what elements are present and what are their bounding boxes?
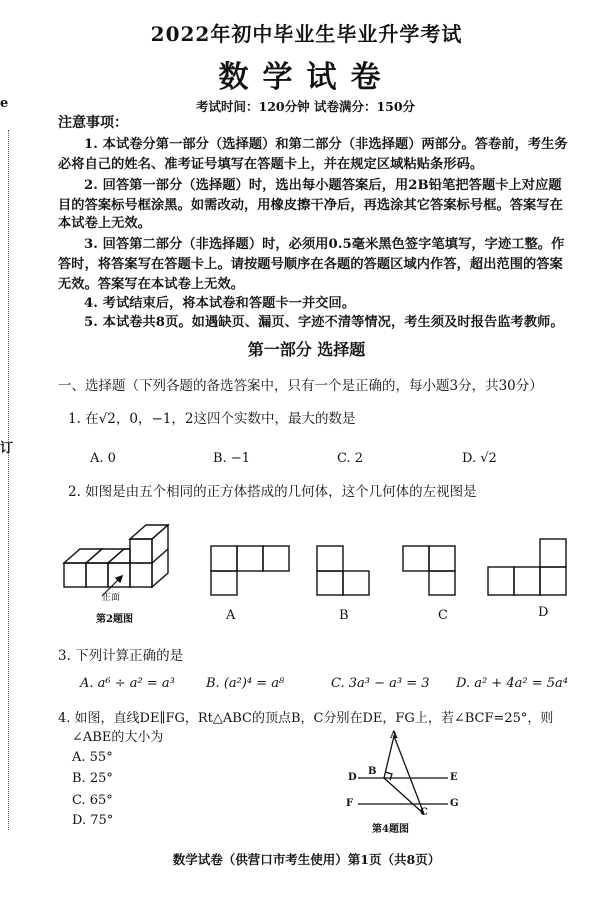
q1-option-b: B. −1 — [213, 451, 250, 466]
q4-option-d: D. 75° — [72, 813, 114, 828]
note-line: 2. 回答第一部分（选择题）时，选出每小题答案后，用2B铅笔把答题卡上对应题 — [84, 178, 562, 193]
q4-point-a: A — [390, 730, 398, 741]
q1-option-d: D. √2 — [462, 451, 497, 466]
q1-option-c: C. 2 — [337, 451, 364, 466]
note-line: 5. 本试卷共8页。如遇缺页、漏页、字迹不清等情况，考生须及时报告监考教师。 — [84, 315, 564, 330]
q4-point-g: G — [450, 798, 459, 809]
q4-option-a: A. 55° — [72, 750, 113, 765]
q1-stem: 1. 在√2，0，−1，2这四个实数中，最大的数是 — [68, 411, 356, 427]
q2-view-b — [316, 545, 372, 595]
paper-title: 数学试卷 — [218, 60, 395, 95]
q2-label-c: C — [438, 608, 448, 623]
q4-stem: 4. 如图，直线DE∥FG，Rt△ABC的顶点B，C分别在DE，FG上，若∠BCF=25°，则 — [58, 711, 554, 726]
note-line: 答时，将答案写在答题卡上。请按题号顺序在各题的答题区域内作答，超出范围的答案 — [58, 257, 563, 272]
q4-caption: 第4题图 — [372, 824, 409, 835]
q3-option-b: B. (a²)⁴ = a⁸ — [206, 676, 285, 691]
q2-view-a — [210, 545, 290, 595]
note-line: 目的答案标号框涂黑。如需改动，用橡皮擦干净后，再选涂其它答案标号框。答案写在 — [58, 198, 563, 213]
q2-view-c — [402, 545, 458, 595]
q3-option-d: D. a² + 4a² = 5a⁴ — [456, 676, 568, 691]
note-line: 必将自己的姓名、准考证号填写在答题卡上，并在规定区域粘贴条形码。 — [58, 157, 484, 172]
note-line: 无效。答案写在本试卷上无效。 — [58, 277, 245, 292]
q4-point-d: D — [348, 772, 357, 783]
part1-instruction: 一、选择题（下列各题的备选答案中，只有一个是正确的，每小题3分，共30分） — [58, 378, 543, 394]
q4-option-c: C. 65° — [72, 793, 113, 808]
q3-option-c: C. 3a³ − a³ = 3 — [331, 676, 430, 691]
note-line: 1. 本试卷分第一部分（选择题）和第二部分（非选择题）两部分。答卷前，考生务 — [84, 137, 568, 152]
q4-stem-2: ∠ABE的大小为 — [72, 730, 164, 745]
binding-line — [8, 130, 9, 830]
note-line: 4. 考试结束后，将本试卷和答题卡一并交回。 — [84, 296, 356, 311]
notes-heading: 注意事项： — [58, 115, 128, 131]
q2-label-d: D — [538, 605, 549, 620]
q3-stem: 3. 下列计算正确的是 — [58, 648, 184, 664]
q2-stem: 2. 如图是由五个相同的正方体搭成的几何体，这个几何体的左视图是 — [68, 484, 477, 500]
q2-caption: 第2题图 — [96, 614, 133, 625]
exam-meta: 考试时间：120分钟 试卷满分：150分 — [196, 99, 416, 114]
margin-char-top: e — [0, 96, 9, 111]
q4-option-b: B. 25° — [72, 771, 113, 786]
q4-point-e: E — [450, 772, 458, 783]
exam-title: 2022年初中毕业生毕业升学考试 — [150, 22, 463, 46]
q4-point-b: B — [368, 766, 377, 777]
q2-view-d — [487, 538, 569, 598]
q1-option-a: A. 0 — [90, 451, 116, 466]
q4-point-c: C — [420, 807, 428, 818]
q3-option-a: A. a⁶ ÷ a² = a³ — [80, 676, 175, 691]
q2-front-label: 正面 — [102, 593, 121, 603]
note-line: 本试卷上无效。 — [58, 216, 152, 231]
part1-title: 第一部分 选择题 — [247, 340, 366, 359]
note-line: 3. 回答第二部分（非选择题）时，必须用0.5毫米黑色签字笔填写，字迹工整。作 — [84, 237, 565, 252]
margin-char-ding: 订 — [0, 441, 14, 456]
q4-point-f: F — [346, 798, 354, 809]
page-footer: 数学试卷（供营口市考生使用）第1页（共8页） — [172, 852, 441, 867]
q2-label-a: A — [226, 608, 236, 623]
q2-label-b: B — [339, 608, 349, 623]
